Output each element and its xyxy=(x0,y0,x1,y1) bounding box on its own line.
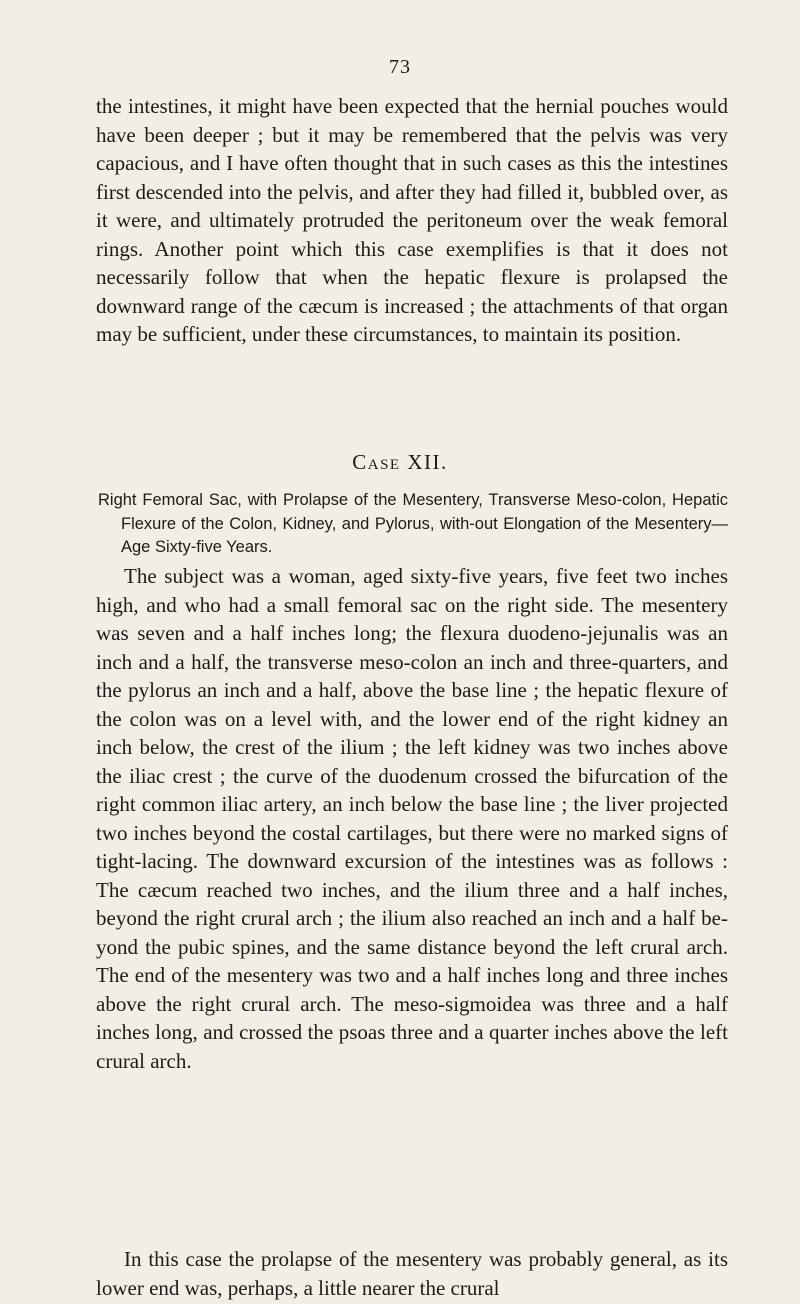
paragraph-continuation: the intestines, it might have been expected that the hernial pouches would have been deeper ; but it may be remembered that the pelvis was very capacious, and I have often thought that in such cases as this the intestines first descended into the pelvis, and after they had filled it, bubbled over, as it were, and ultimately protruded the peritoneum over the weak femoral rings. Another point which this case exemplifies is that it does not necessarily follow that when the hepatic flexure is prolapsed the downward range of the cæcum is increased ; the attachments of that organ may be sufficient, under these circumstances, to maintain its position. xyxy=(96,94,728,346)
paragraph-conclusion: In this case the prolapse of the mesentery was probably general, as its lower end was, perhaps, a little nearer the crural xyxy=(96,1247,728,1300)
page-number: 73 xyxy=(389,56,411,78)
case-heading: Case XII. xyxy=(352,450,448,474)
paragraph-case-description: The subject was a woman, aged sixty-five years, five feet two inches high, and who had a small femoral sac on the right side. The mesentery was seven and a half inches long; the flexura duodeno-jejunalis was an inch and a half, the transverse meso-colon an inch and three-quarters, and the pylorus an inch and a half, above the base line ; the hepatic flexure of the colon was on a level with, and the lower end of the right kidney an inch below, the crest of the ilium ; the left kidney was two inches above the iliac crest ; the curve of the duodenum crossed the bifurcation of the right common iliac artery, an inch below the base line ; the liver projected two inches beyond the costal cartilages, but there were no marked signs of tight-lacing. The downward excursion of the intestines was as follows : The cæcum reached two inches, and the ilium three and a half inches, beyond the right crural arch ; the ilium also reached an inch and a half be-yond the pubic spines, and the same distance beyond the left crural arch. The end of the mesentery was two and a half inches long and three inches above the right crural arch. The meso-sigmoidea was three and a half inches long, and crossed the psoas three and a quarter inches above the left crural arch. xyxy=(96,564,728,1073)
case-subtitle: Right Femoral Sac, with Prolapse of the Mesentery, Transverse Meso-colon, Hepatic Flexure of the Colon, Kidney, and Pylorus, with-out Elongation of the Mesentery—Age Sixty-five Years. xyxy=(98,491,728,556)
